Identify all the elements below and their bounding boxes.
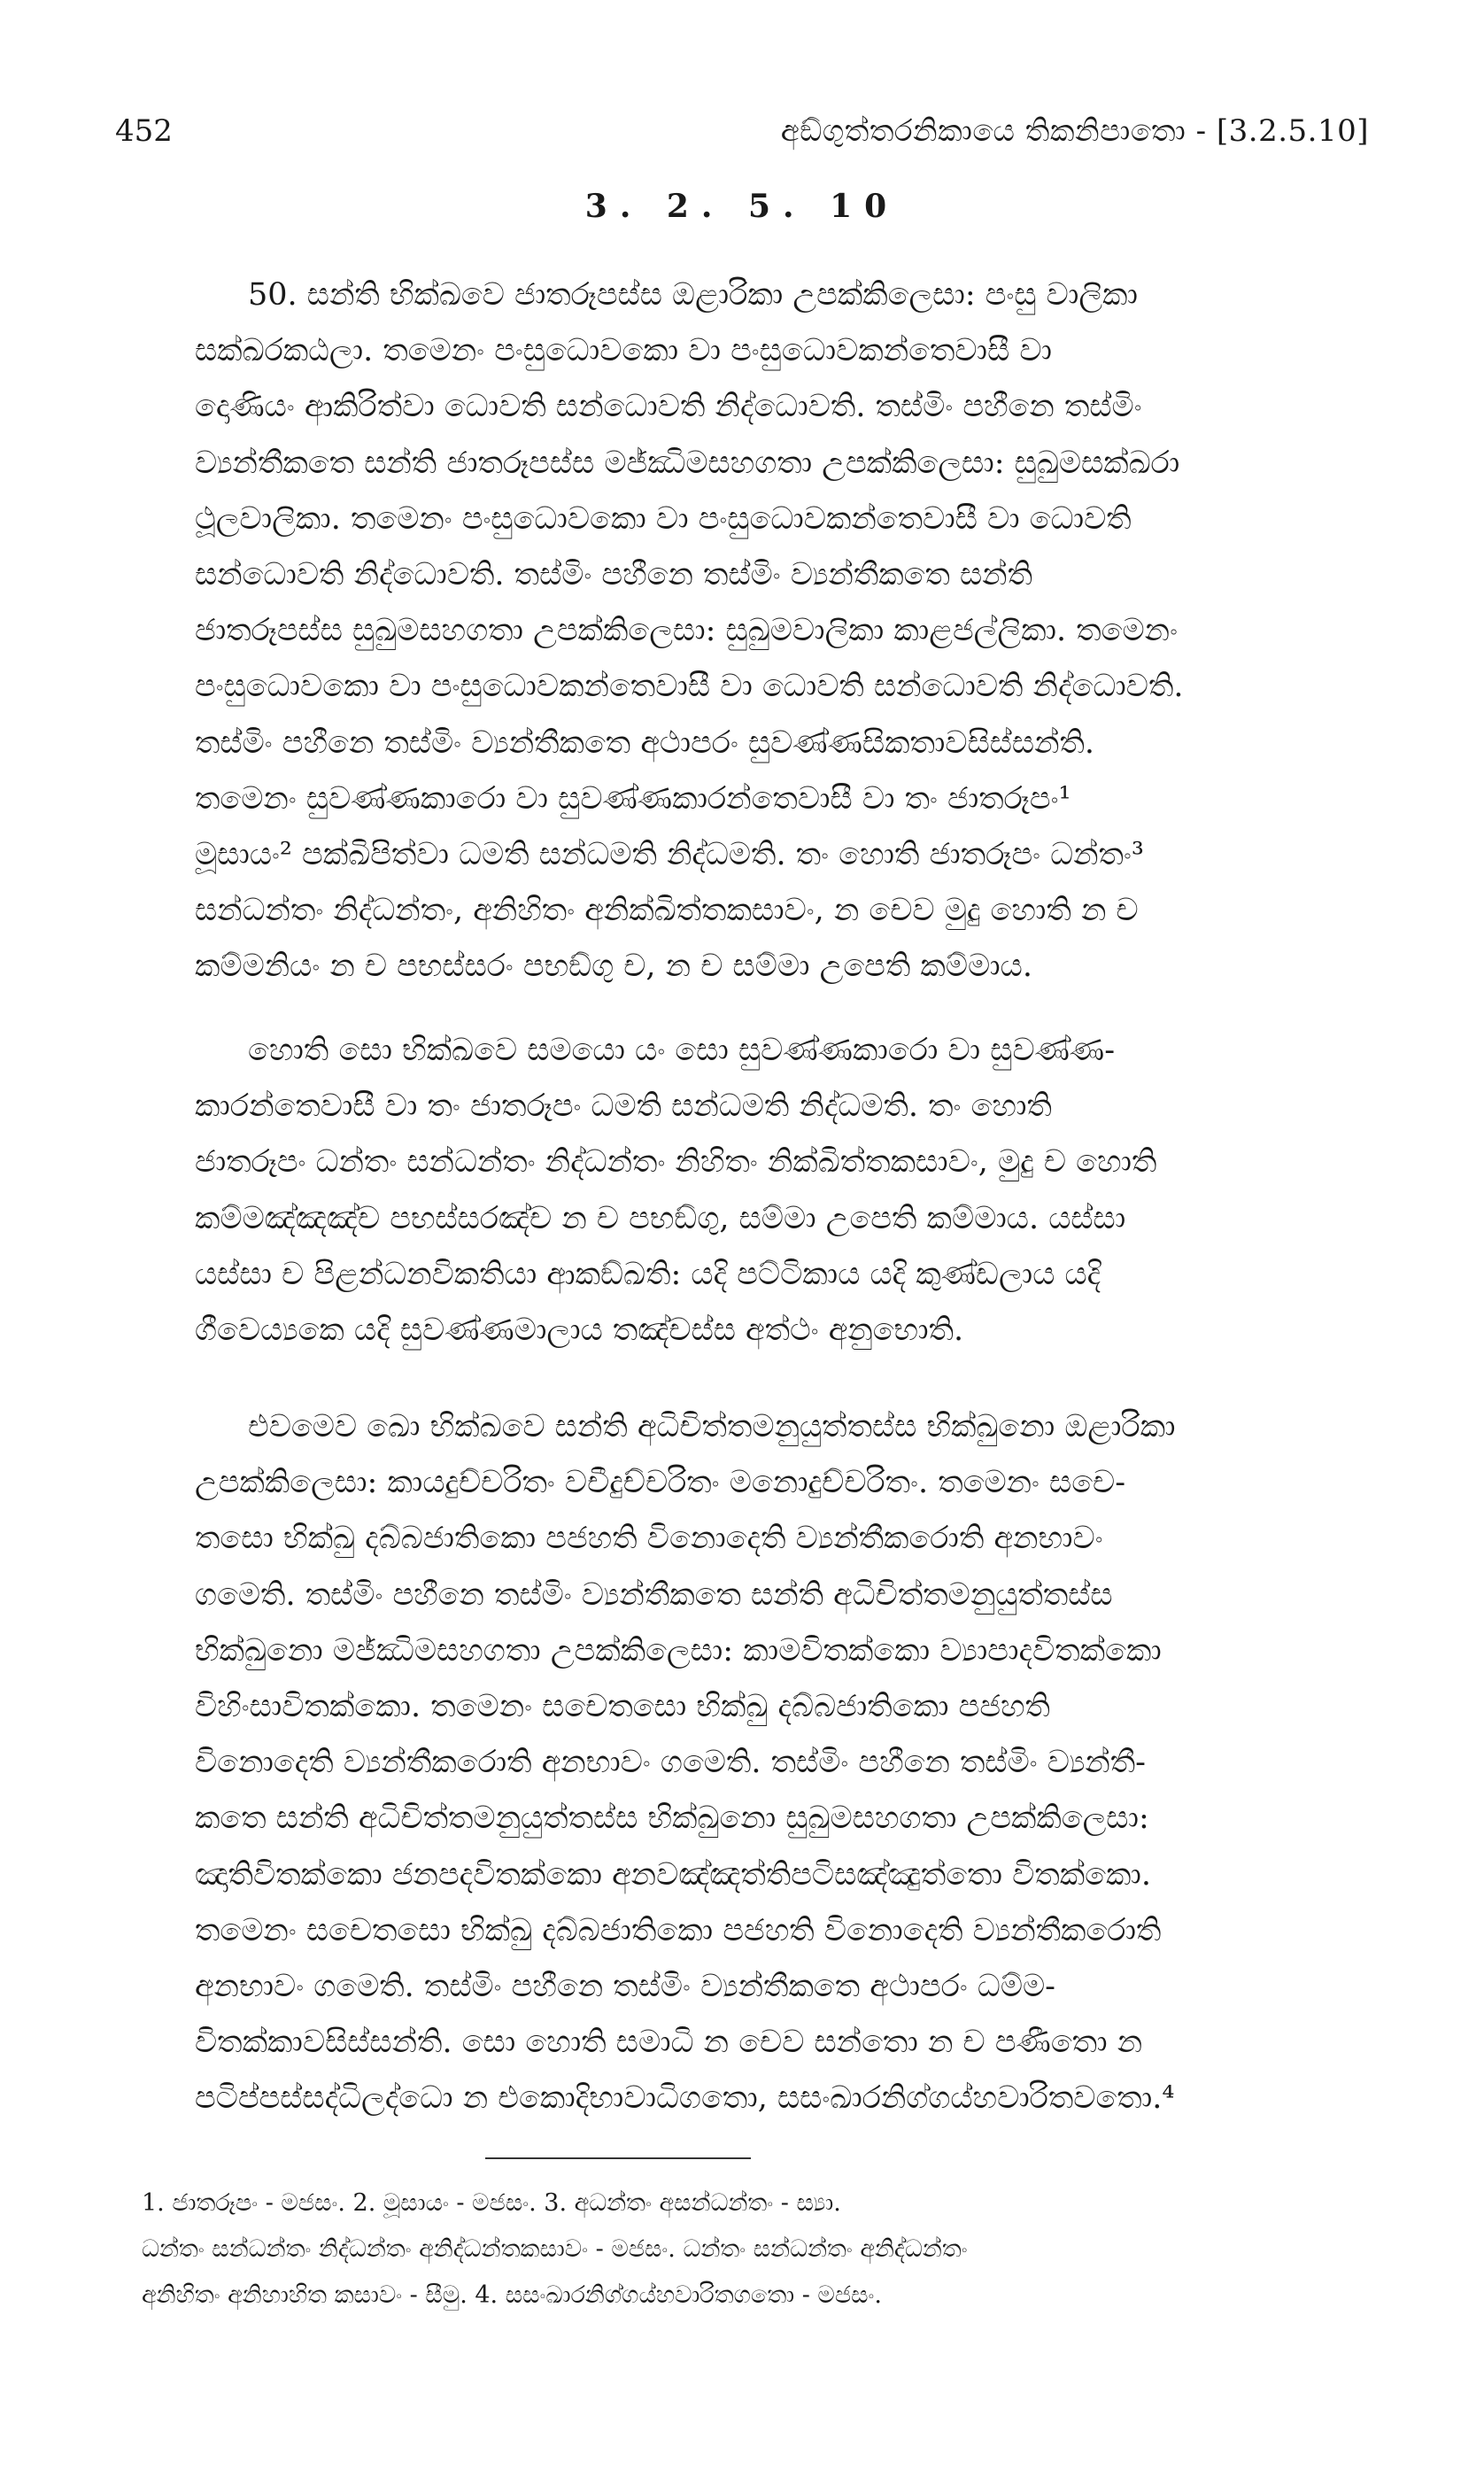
text-line: ව්‍යන්තීකතෙ සන්ති ජාතරූපස්ස මජ්ඣිමසහගතා උපක්කිලෙසා: සුඛුමසක්ඛරා [195, 445, 1180, 481]
page-number: 452 [115, 113, 173, 149]
text-line: 50. සන්ති භික්ඛවෙ ජාතරූපස්ස ඔළාරිකා උපක්කිලෙසා: පංසු වාලිකා [248, 277, 1138, 313]
section-heading: 3. 2. 5. 10 [584, 188, 900, 225]
text-line: ජාතරූපං ධන්තං සන්ධන්තං නිද්ධන්තං නිහිතං නික්ඛිත්තකසාවං, මුදු ච හොති [195, 1144, 1157, 1181]
footnote-line: ධන්තං සන්ධන්තං නිද්ධන්තං අනිද්ධන්තකසාවං - මජසං. ධන්තං සන්ධන්තං අනිද්ධන්තං [142, 2235, 968, 2263]
text-line: සක්ඛරකඨලා. තමෙනං පංසුධොවකො වා පංසුධොවකන්තෙවාසී වා [195, 333, 1053, 369]
page-header [115, 113, 1369, 158]
text-line: අනභාවං ගමෙති. තස්මිං පහීනෙ තස්මිං ව්‍යන්තීකතෙ අථාපරං ධම්ම- [195, 1969, 1055, 2005]
footnotes [142, 2180, 1355, 2319]
text-line: කම්මනියං න ච පභස්සරං පභඞ්ගු ච, න ච සම්මා උපෙති කම්මාය. [195, 949, 1032, 985]
text-line: තස්මිං පහීනෙ තස්මිං ව්‍යන්තීකතෙ අථාපරං සුවණ්ණසිකතාවසිස්සන්ති. [195, 724, 1095, 761]
footnote-divider [485, 2157, 751, 2159]
footnote-line: අනිහිතං අනිහාහිත කසාවං - සීමු. 4. සසංඛාරනිග්ගය්හවාරිතගතො - මජසං. [142, 2281, 882, 2309]
text-line: කම්මඤ්ඤඤ්ච පභස්සරඤ්ච න ච පභඞ්ගු, සම්මා උපෙති කම්මාය. යස්සා [195, 1200, 1126, 1236]
text-line: කතෙ සන්ති අධිචිත්තමනුයුත්තස්ස භික්ඛුනො සුඛුමසහගතා උපක්කිලෙසා: [195, 1800, 1149, 1837]
text-line: උපක්කිලෙසා: කායදුච්චරිතං වචීදුච්චරිතං මනොදුච්චරිතං. තමෙනං සචෙ- [195, 1465, 1126, 1501]
text-line: පටිප්පස්සද්ධිලද්ධො න එකොදිභාවාධිගතො, සසංඛාරනිග්ගය්හවාරිතවතො.⁴ [195, 2080, 1175, 2117]
text-line: ඤාතිවිතක්කො ජනපදවිතක්කො අනවඤ්ඤත්තිපටිසඤ්ඤුත්තො විතක්කො. [195, 1856, 1152, 1893]
text-line: ගීවෙය්‍යකෙ යදි සුවණ්ණමාලාය තඤ්චස්ස අත්ථං අනුභොති. [195, 1313, 964, 1349]
text-line: තමෙනං සුවණ්ණකාරො වා සුවණ්ණකාරන්තෙවාසී වා තං ජාතරූපං¹ [195, 780, 1071, 817]
text-line: යස්සා ච පිළන්ධනවිකතියා ආකඞ්ඛති: යදි පට්ටිකාය යදි කුණ්ඩලාය යදි [195, 1256, 1101, 1292]
text-line: විහිංසාවිතක්කො. තමෙනං සචෙතසො භික්ඛු දබ්බජාතිකො පජහති [195, 1689, 1050, 1725]
running-head: අඞ්ගුත්තරනිකායෙ තිකනිපාතො - [3.2.5.10] [780, 113, 1369, 149]
text-line: සන්ධන්තං නිද්ධන්තං, අනිහිතං අනික්ඛිත්තකසාවං, න චෙව මුදු හොති න ච [195, 893, 1139, 929]
text-line: භික්ඛුනො මජ්ඣිමසහගතා උපක්කිලෙසා: කාමවිතක්කො ව්‍යාපාදවිතක්කො [195, 1632, 1162, 1669]
text-line: විතක්කාවසිස්සන්ති. සො හොති සමාධි න චෙව සන්තො න ච පණීතො න [195, 2025, 1143, 2061]
text-line: ගමෙති. තස්මිං පහීනෙ තස්මිං ව්‍යන්තීකතෙ සන්ති අධිචිත්තමනුයුත්තස්ස [195, 1576, 1113, 1613]
paragraph-1 [195, 267, 1364, 995]
text-line: හොති සො භික්ඛවෙ සමයො යං සො සුවණ්ණකාරො වා සුවණ්ණ- [248, 1033, 1116, 1068]
text-line: මූසායං² පක්ඛිපිත්වා ධමති සන්ධමති නිද්ධමති. තං හොති ජාතරූපං ධන්තං³ [195, 837, 1144, 873]
text-line: ථූලවාලිකා. තමෙනං පංසුධොවකො වා පංසුධොවකන්තෙවාසී වා ධොවති [195, 500, 1132, 537]
paragraph-3 [195, 1399, 1364, 2127]
text-line: කාරන්තෙවාසී වා තං ජාතරූපං ධමති සන්ධමති නිද්ධමති. තං හොති [195, 1088, 1052, 1125]
text-line: ජාතරූපස්ස සුඛුමසහගතා උපක්කිලෙසා: සුඛුමවාලිකා කාළජල්ලිකා. තමෙනං [195, 613, 1178, 649]
text-line: දොණියං ආකිරිත්වා ධොවති සන්ධොවති නිද්ධොවති. තස්මිං පහීනෙ තස්මිං [195, 389, 1142, 425]
text-line: පංසුධොවකො වා පංසුධොවකන්තෙවාසී වා ධොවති සන්ධොවති නිද්ධොවති. [195, 669, 1184, 705]
text-line: තසො භික්ඛු දබ්බජාතිකො පජහති විනොදෙති ව්‍යන්තීකරොති අනභාවං [195, 1521, 1103, 1557]
text-line: තමෙනං සචෙතසො භික්ඛු දබ්බජාතිකො පජහති විනොදෙති ව්‍යන්තීකරොති [195, 1912, 1162, 1948]
paragraph-2 [195, 1023, 1364, 1359]
footnote-line: 1. ජාතරූපං - මජසං. 2. මූසායං - මජසං. 3. අධන්තං අසන්ධන්තං - ස්‍යා. [142, 2189, 841, 2217]
text-line: එවමෙව ඛො භික්ඛවෙ සන්ති අධිචිත්තමනුයුත්තස්ස භික්ඛුනො ඔළාරිකා [248, 1409, 1176, 1444]
text-line: විනොදෙති ව්‍යන්තීකරොති අනභාවං ගමෙති. තස්මිං පහීනෙ තස්මිං ව්‍යන්තී- [195, 1745, 1147, 1781]
text-line: සන්ධොවති නිද්ධොවති. තස්මිං පහීනෙ තස්මිං ව්‍යන්තීකතෙ සන්ති [195, 557, 1033, 593]
